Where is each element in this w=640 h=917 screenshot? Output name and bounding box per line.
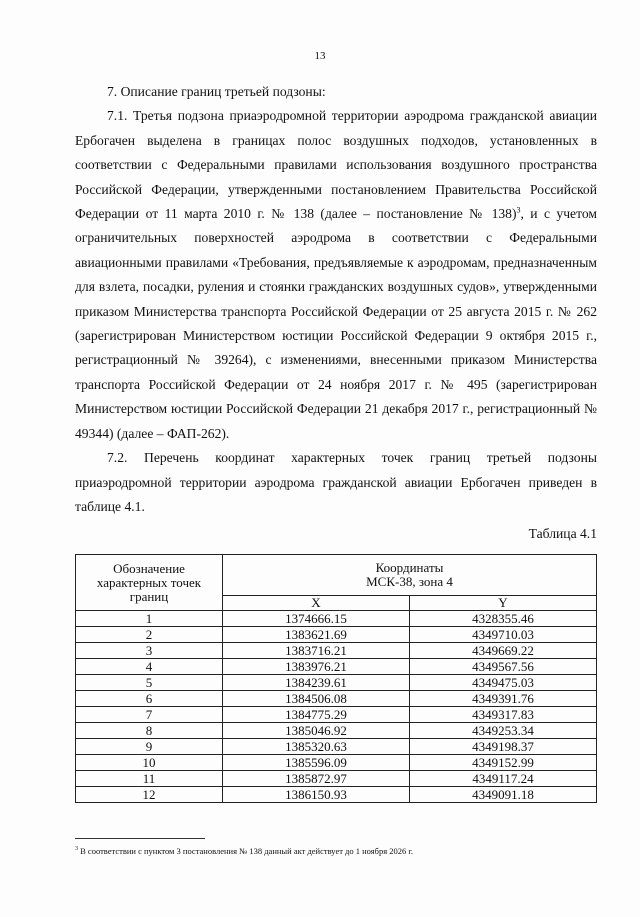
- y-coordinate-cell: 4349710.03: [410, 627, 597, 643]
- x-coordinate-cell: 1384506.08: [223, 691, 410, 707]
- paragraph-7-1: [75, 104, 597, 446]
- header-coordinate-system: МСК-38, зона 4: [366, 574, 453, 589]
- point-id-cell: 3: [76, 643, 223, 659]
- table-row: [76, 659, 597, 675]
- table-row: [76, 739, 597, 755]
- y-coordinate-cell: 4349567.56: [410, 659, 597, 675]
- table-caption: Таблица 4.1: [528, 526, 597, 541]
- y-coordinate-cell: 4349317.83: [410, 707, 597, 723]
- table-row: [76, 675, 597, 691]
- x-coordinate-cell: 1383621.69: [223, 627, 410, 643]
- table-row: [76, 691, 597, 707]
- table-row: [76, 643, 597, 659]
- point-id-cell: 12: [76, 787, 223, 803]
- y-coordinate-cell: 4349669.22: [410, 643, 597, 659]
- footnote-number: 3: [75, 846, 78, 853]
- paragraph-7-1-text-a: 7.1. Третья подзона приаэродромной территории аэродрома гражданской авиации Ербогачен выделена в границах полос воздушных подходов, установленных в соответствии с Федеральными правилами использования воздушного пространства Российской Федерации, утвержденными постановлением Правительства Российской Федерации от 11 марта 2010 г. № 138 (далее – постановление № 138): [75, 108, 597, 222]
- x-coordinate-cell: 1385046.92: [223, 723, 410, 739]
- header-point-designation: Обозначение характерных точек границ: [76, 555, 223, 611]
- x-coordinate-cell: 1383716.21: [223, 643, 410, 659]
- point-id-cell: 7: [76, 707, 223, 723]
- point-id-cell: 9: [76, 739, 223, 755]
- point-id-cell: 8: [76, 723, 223, 739]
- y-coordinate-cell: 4349152.99: [410, 755, 597, 771]
- y-coordinate-cell: 4349198.37: [410, 739, 597, 755]
- y-coordinate-cell: 4349117.24: [410, 771, 597, 787]
- point-id-cell: 6: [76, 691, 223, 707]
- footnote-divider: [75, 838, 205, 839]
- table-row: [76, 611, 597, 627]
- x-coordinate-cell: 1384239.61: [223, 675, 410, 691]
- point-id-cell: 2: [76, 627, 223, 643]
- table-row: [76, 787, 597, 803]
- table-header-row: [76, 555, 597, 596]
- footnote: [75, 846, 595, 856]
- point-id-cell: 10: [76, 755, 223, 771]
- point-id-cell: 11: [76, 771, 223, 787]
- paragraph-7-1-text-b: , и с учетом ограничительных поверхностей аэродрома в соответствии с Федеральными авиационными правилами «Требования, предъявляемые к аэродромам, предназначенным для взлета, посадки, руления и стоянки гражданских воздушных судов», утвержденными приказом Министерства транспорта Российской Федерации от 25 августа 2015 г. № 262 (зарегистрирован Министерством юстиции Российской Федерации 9 октября 2015 г., регистрационный № 39264), с изменениями, внесенными приказом Министерства транспорта Российской Федерации от 24 ноября 2017 г. № 495 (зарегистрирован Министерством юстиции Российской Федерации 21 декабря 2017 г., регистрационный № 49344) (далее – ФАП-262).: [75, 206, 597, 441]
- table-row: [76, 723, 597, 739]
- x-coordinate-cell: 1384775.29: [223, 707, 410, 723]
- y-coordinate-cell: 4349091.18: [410, 787, 597, 803]
- section-body: [75, 80, 597, 519]
- table-body: [76, 611, 597, 803]
- table-row: [76, 627, 597, 643]
- header-coordinates: [223, 555, 597, 596]
- point-id-cell: 1: [76, 611, 223, 627]
- y-coordinate-cell: 4349475.03: [410, 675, 597, 691]
- x-coordinate-cell: 1383976.21: [223, 659, 410, 675]
- table-row: [76, 707, 597, 723]
- x-coordinate-cell: 1386150.93: [223, 787, 410, 803]
- y-coordinate-cell: 4328355.46: [410, 611, 597, 627]
- footnote-text: В соответствии с пунктом 3 постановления № 138 данный акт действует до 1 ноября 2026 г.: [78, 846, 414, 856]
- x-coordinate-cell: 1374666.15: [223, 611, 410, 627]
- x-coordinate-cell: 1385596.09: [223, 755, 410, 771]
- footnote-reference: 3: [516, 205, 521, 215]
- header-x: X: [223, 596, 410, 611]
- point-id-cell: 4: [76, 659, 223, 675]
- section-title: 7. Описание границ третьей подзоны:: [107, 84, 326, 99]
- paragraph-7-2: 7.2. Перечень координат характерных точек границ третьей подзоны приаэродромной территории аэродрома гражданской авиации Ербогачен приведен в таблице 4.1.: [75, 450, 597, 514]
- point-id-cell: 5: [76, 675, 223, 691]
- y-coordinate-cell: 4349253.34: [410, 723, 597, 739]
- page-number: 13: [314, 50, 326, 62]
- coordinates-table: [75, 554, 597, 803]
- table-row: [76, 771, 597, 787]
- y-coordinate-cell: 4349391.76: [410, 691, 597, 707]
- header-coordinates-title: Координаты: [375, 560, 444, 575]
- table-row: [76, 755, 597, 771]
- header-y: Y: [410, 596, 597, 611]
- x-coordinate-cell: 1385320.63: [223, 739, 410, 755]
- x-coordinate-cell: 1385872.97: [223, 771, 410, 787]
